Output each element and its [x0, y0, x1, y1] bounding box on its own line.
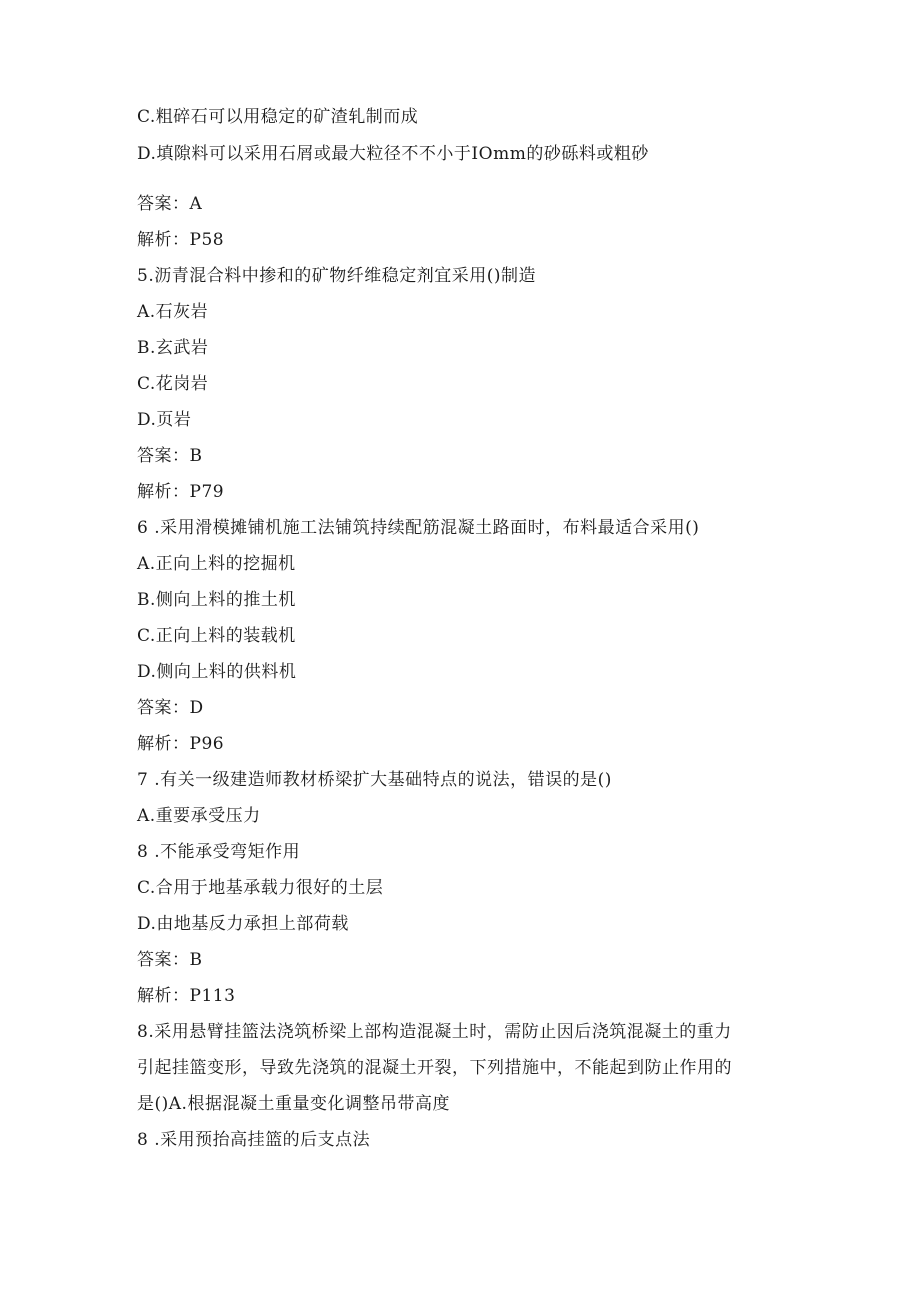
option-d-q6: D.侧向上料的供料机	[137, 662, 297, 682]
answer-q6: 答案：D	[137, 698, 204, 718]
answer-q5: 答案：B	[137, 446, 203, 466]
option-a-q7: A.重要承受压力	[137, 806, 261, 826]
question-8-line-2: 引起挂篮变形，导致先浇筑的混凝土开裂，下列措施中，不能起到防止作用的	[137, 1058, 732, 1078]
question-8-line-3: 是()A.根据混凝土重量变化调整吊带高度	[137, 1094, 450, 1114]
analysis-q6: 解析：P96	[137, 734, 225, 754]
option-c-q5: C.花岗岩	[137, 374, 209, 394]
option-c-q4: C.粗碎石可以用稳定的矿渣轧制而成	[137, 107, 419, 127]
option-d-q4: D.填隙料可以采用石屑或最大粒径不不小于IOmm的砂砾料或粗砂	[137, 144, 649, 164]
option-a-q5: A.石灰岩	[137, 302, 209, 322]
option-b-q5: B.玄武岩	[137, 338, 209, 358]
option-c-q7: C.合用于地基承载力很好的土层	[137, 878, 384, 898]
option-b-q6: B.侧向上料的推土机	[137, 590, 296, 610]
answer-q7: 答案：B	[137, 950, 203, 970]
option-a-q6: A.正向上料的挖掘机	[137, 554, 296, 574]
analysis-q4: 解析：P58	[137, 230, 225, 250]
option-d-q7: D.由地基反力承担上部荷载	[137, 914, 349, 934]
analysis-q7: 解析：P113	[137, 986, 236, 1006]
option-b-q7: 8 .不能承受弯矩作用	[137, 842, 301, 862]
question-8-line-1: 8.采用悬臂挂篮法浇筑桥梁上部构造混凝土时，需防止因后浇筑混凝土的重力	[137, 1022, 732, 1042]
option-d-q5: D.页岩	[137, 410, 192, 430]
option-c-q6: C.正向上料的装载机	[137, 626, 296, 646]
option-b-q8: 8 .采用预抬高挂篮的后支点法	[137, 1130, 371, 1150]
question-5: 5.沥青混合料中掺和的矿物纤维稳定剂宜采用()制造	[137, 266, 536, 286]
answer-q4: 答案：A	[137, 194, 203, 214]
analysis-q5: 解析：P79	[137, 482, 225, 502]
question-7: 7 .有关一级建造师教材桥梁扩大基础特点的说法，错误的是()	[137, 770, 612, 790]
question-6: 6 .采用滑模摊铺机施工法铺筑持续配筋混凝土路面时，布料最适合采用()	[137, 518, 700, 538]
